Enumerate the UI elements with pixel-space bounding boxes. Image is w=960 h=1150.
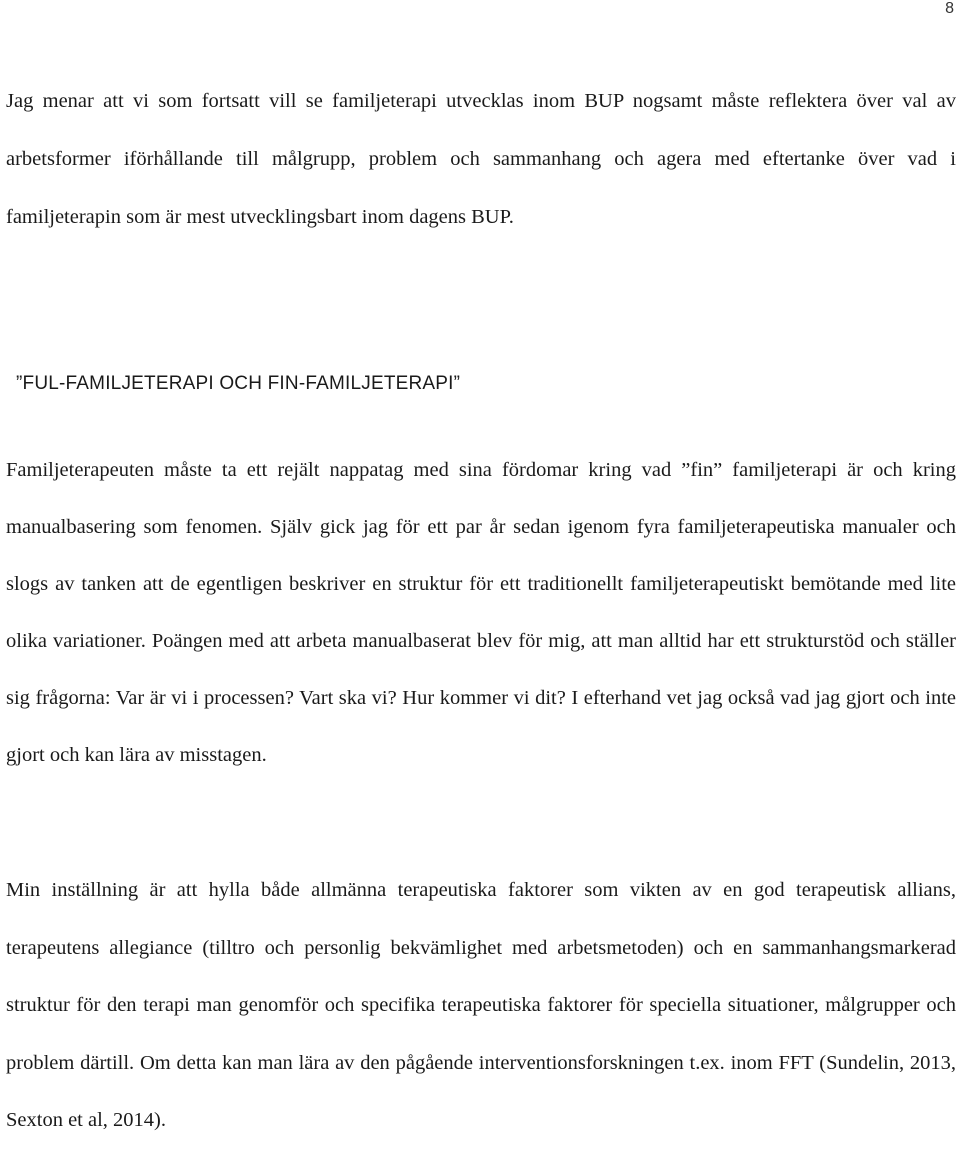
paragraph-manual-based-therapy: Familjeterapeuten måste ta ett rejält nappatag med sina fördomar kring vad ”fin” familjeterapi är och kring manualbasering som fenomen. Själv gick jag för ett par år sedan igenom fyra familjeterapeutiska manualer och slogs av tanken att de egentligen beskriver en struktur för ett traditionellt familjeterapeutiskt bemötande med lite olika variationer. Poängen med att arbeta manualbaserat blev för mig, att man alltid har ett strukturstöd och ställer sig frågorna: Var är vi i processen? Vart ska vi? Hur kommer vi dit? I efterhand vet jag också vad jag gjort och inte gjort och kan lära av misstagen. [6, 459, 956, 766]
paragraph-reflection: Jag menar att vi som fortsatt vill se familjeterapi utvecklas inom BUP nogsamt måste reflektera över val av arbetsformer iförhållande till målgrupp, problem och sammanhang och agera med eftertanke över vad i familjeterapin som är mest utvecklingsbart inom dagens BUP. [6, 90, 956, 228]
section-heading: ”FUL-FAMILJETERAPI OCH FIN-FAMILJETERAPI” [16, 373, 461, 394]
page-number: 8 [945, 0, 954, 17]
paragraph-therapeutic-factors: Min inställning är att hylla både allmänna terapeutiska faktorer som vikten av en god terapeutisk allians, terapeutens allegiance (tilltro och personlig bekvämlighet med arbetsmetoden) och en sammanhangsmarkerad struktur för den terapi man genomför och specifika terapeutiska faktorer för speciella situationer, målgrupper och problem därtill. Om detta kan man lära av den pågående interventionsforskningen t.ex. inom FFT (Sundelin, 2013, Sexton et al, 2014). [6, 879, 956, 1131]
